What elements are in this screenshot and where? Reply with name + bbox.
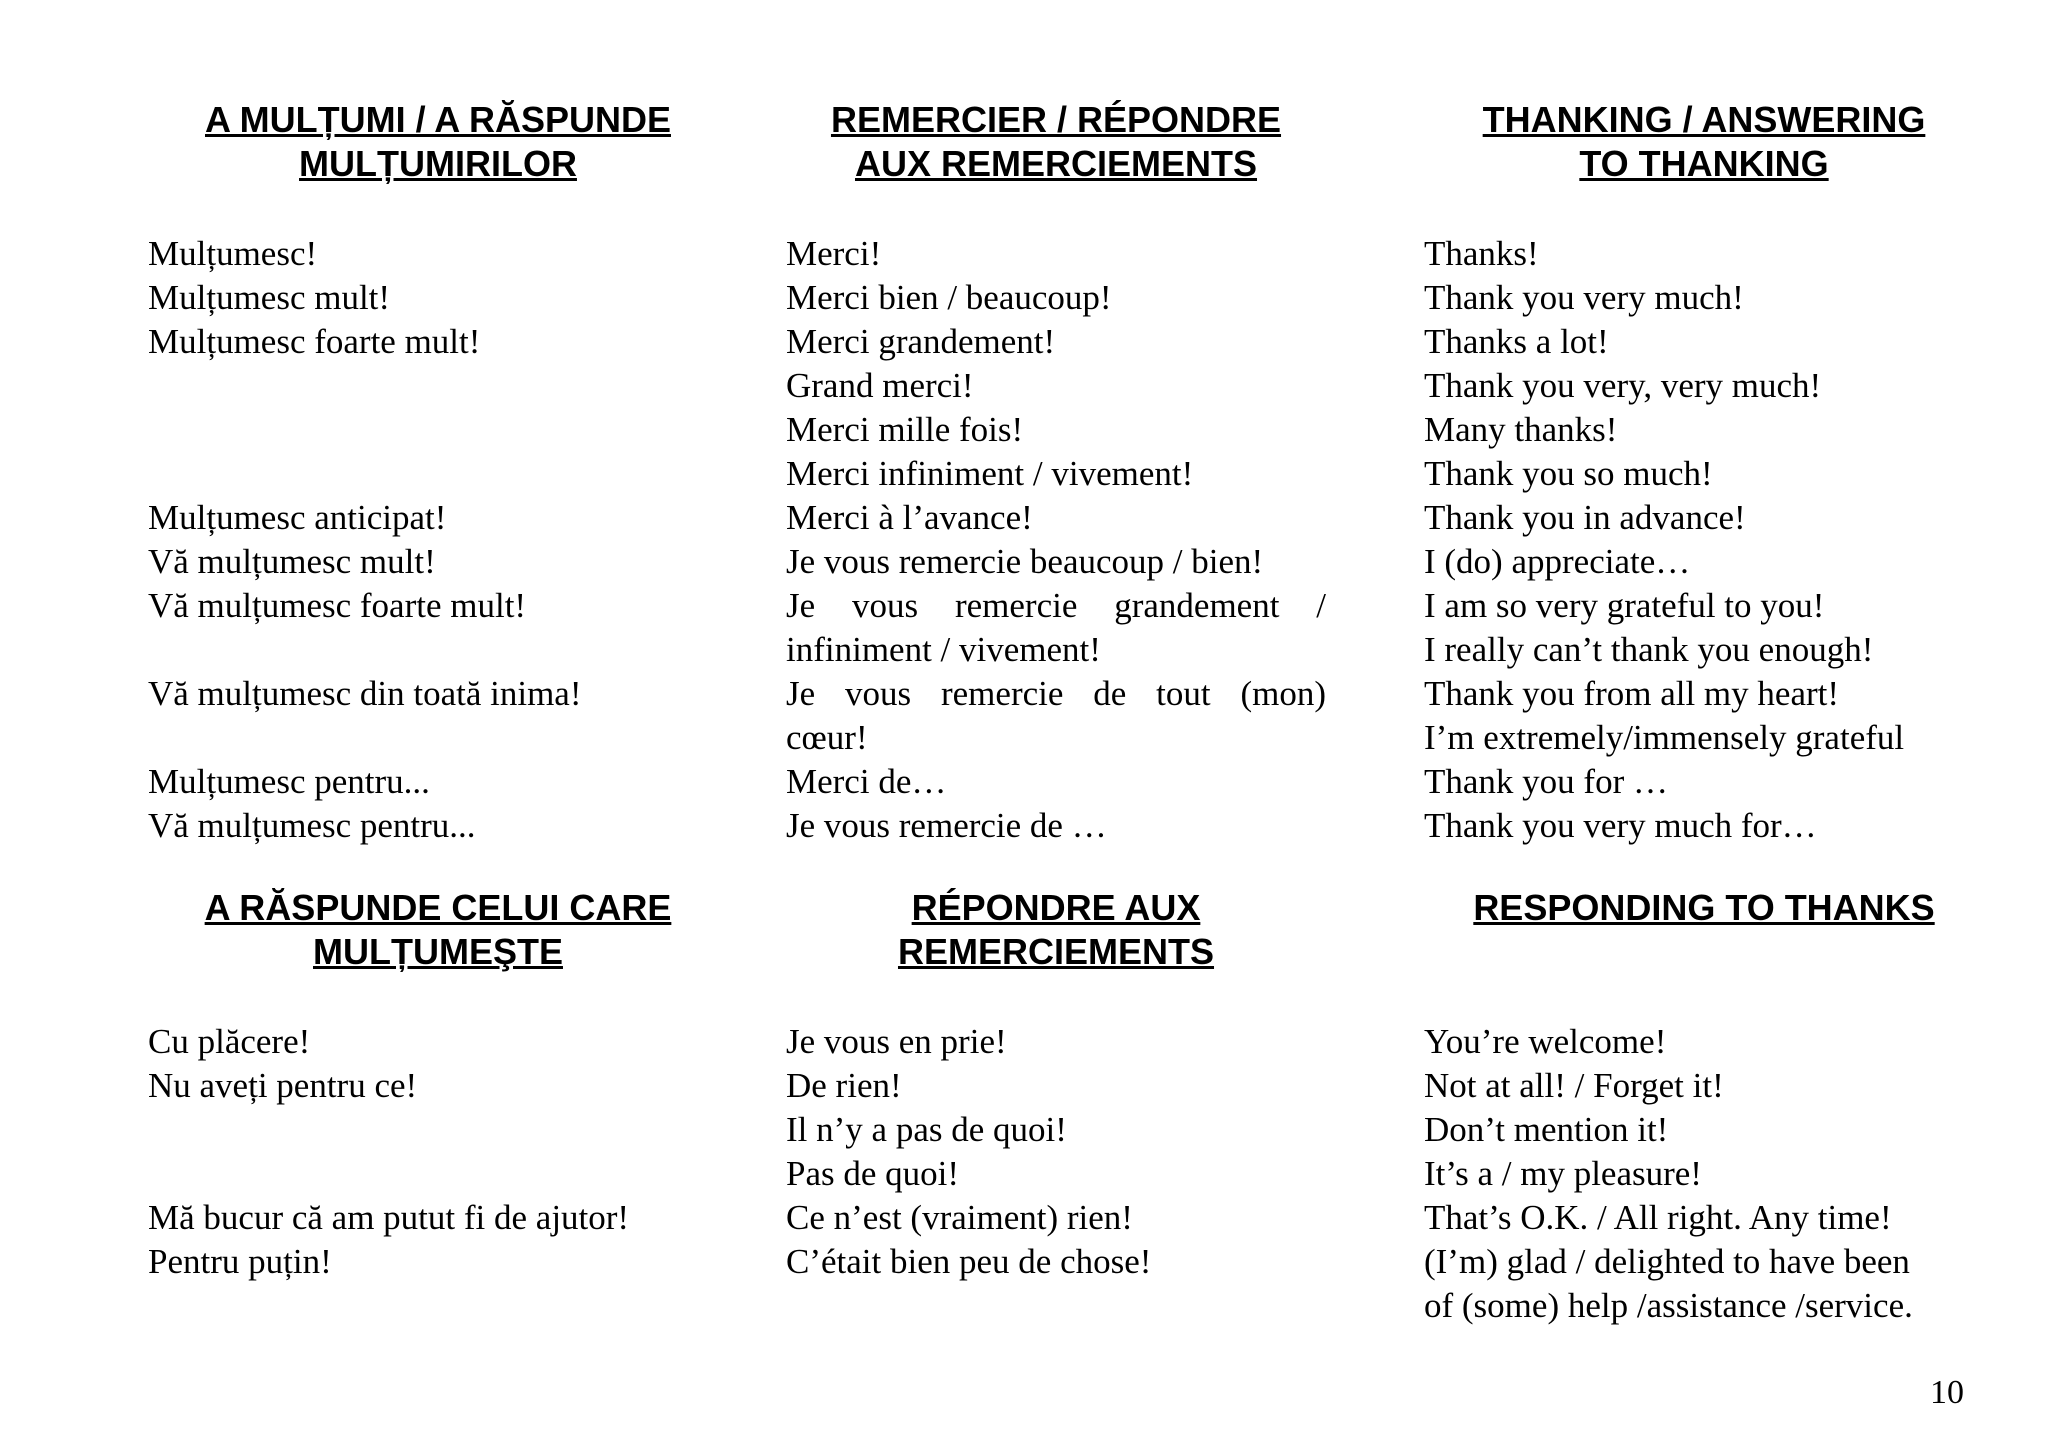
phrase: Vă mulțumesc din toată inima! <box>148 674 582 713</box>
phrase: Thank you very much! <box>1424 278 1744 317</box>
phrase: Merci grandement! <box>786 322 1056 361</box>
phrase: I am so very grateful to you! <box>1424 586 1825 625</box>
phrase: Vă mulțumesc foarte mult! <box>148 586 527 625</box>
phrase: It’s a / my pleasure! <box>1424 1154 1702 1193</box>
phrase: Merci mille fois! <box>786 410 1024 449</box>
phrase: Merci infiniment / vivement! <box>786 454 1194 493</box>
phrase: Thank you from all my heart! <box>1424 674 1840 713</box>
heading-line: A MULȚUMI / A RĂSPUNDE <box>205 99 671 140</box>
phrase: Je vous remercie de tout (mon) <box>786 674 1326 713</box>
phrase: Thanks a lot! <box>1424 322 1609 361</box>
phrase: Thank you so much! <box>1424 454 1713 493</box>
phrase: Thank you for … <box>1424 762 1668 801</box>
phrase: I (do) appreciate… <box>1424 542 1691 581</box>
phrase: Thank you very, very much! <box>1424 366 1822 405</box>
section-heading <box>786 886 1326 974</box>
phrase: C’était bien peu de chose! <box>786 1242 1152 1281</box>
phrase: Many thanks! <box>1424 410 1618 449</box>
phrase: Merci bien / beaucoup! <box>786 278 1112 317</box>
heading-line: REMERCIEMENTS <box>897 931 1215 972</box>
phrase: Thank you very much for… <box>1424 806 1817 845</box>
phrase: Thank you in advance! <box>1424 498 1746 537</box>
page-number: 10 <box>1930 1374 1964 1411</box>
heading-line: A RĂSPUNDE CELUI CARE <box>204 887 672 928</box>
phrase: That’s O.K. / All right. Any time! <box>1424 1198 1892 1237</box>
heading-line: TO THANKING <box>1579 143 1829 184</box>
section-heading <box>1424 98 1984 186</box>
phrase: Je vous remercie beaucoup / bien! <box>786 542 1264 581</box>
phrase: Je vous remercie de … <box>786 806 1107 845</box>
phrase: of (some) help /assistance /service. <box>1424 1286 1913 1325</box>
phrase: Mulțumesc pentru... <box>148 762 430 801</box>
section-heading <box>786 98 1326 186</box>
phrase: Je vous en prie! <box>786 1022 1007 1061</box>
phrase: Merci de… <box>786 762 947 801</box>
heading-line: MULȚUMIRILOR <box>299 143 577 184</box>
heading-line: REMERCIER / RÉPONDRE <box>830 99 1282 140</box>
phrase: Don’t mention it! <box>1424 1110 1669 1149</box>
phrase: Merci à l’avance! <box>786 498 1033 537</box>
phrase: Pentru puțin! <box>148 1242 332 1281</box>
phrase: Grand merci! <box>786 366 974 405</box>
phrase: Nu aveți pentru ce! <box>148 1066 418 1105</box>
phrase: I’m extremely/immensely grateful <box>1424 718 1905 757</box>
section-heading <box>1424 886 1984 930</box>
phrase: I really can’t thank you enough! <box>1424 630 1874 669</box>
heading-line: RÉPONDRE AUX <box>911 887 1201 928</box>
phrase: Cu plăcere! <box>148 1022 311 1061</box>
phrase: Ce n’est (vraiment) rien! <box>786 1198 1133 1237</box>
heading-line: RESPONDING TO THANKS <box>1473 887 1935 928</box>
phrase: Mulțumesc anticipat! <box>148 498 447 537</box>
phrase: cœur! <box>786 718 868 757</box>
phrase: Mulțumesc! <box>148 234 318 273</box>
section-heading <box>148 886 728 974</box>
phrase: You’re welcome! <box>1424 1022 1667 1061</box>
phrase: Mulțumesc mult! <box>148 278 391 317</box>
heading-line: MULȚUMEŞTE <box>313 931 563 972</box>
section-heading <box>148 98 728 186</box>
phrase: Mă bucur că am putut fi de ajutor! <box>148 1198 630 1237</box>
phrase: De rien! <box>786 1066 902 1105</box>
phrase: infiniment / vivement! <box>786 630 1101 669</box>
phrase: Vă mulțumesc mult! <box>148 542 436 581</box>
phrase: Mulțumesc foarte mult! <box>148 322 481 361</box>
phrase: Not at all! / Forget it! <box>1424 1066 1724 1105</box>
phrase: Il n’y a pas de quoi! <box>786 1110 1067 1149</box>
heading-line: AUX REMERCIEMENTS <box>854 143 1258 184</box>
heading-line: THANKING / ANSWERING <box>1482 99 1926 140</box>
phrase: Pas de quoi! <box>786 1154 960 1193</box>
phrase: Je vous remercie grandement / <box>786 586 1326 625</box>
phrase: Merci! <box>786 234 882 273</box>
phrase: Thanks! <box>1424 234 1539 273</box>
phrase: Vă mulțumesc pentru... <box>148 806 476 845</box>
phrase: (I’m) glad / delighted to have been <box>1424 1242 1910 1281</box>
